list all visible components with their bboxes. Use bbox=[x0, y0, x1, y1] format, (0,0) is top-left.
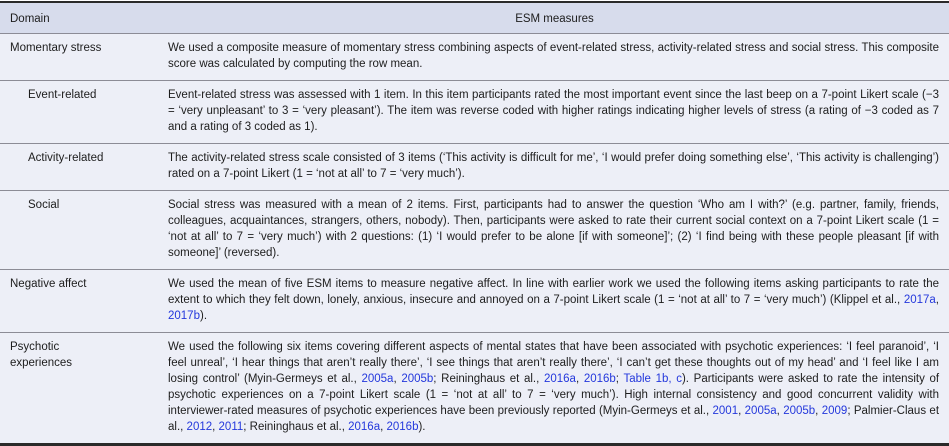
domain-cell bbox=[0, 81, 160, 143]
domain-cell bbox=[0, 34, 160, 80]
esm-measure-text: The activity-related stress scale consisted of 3 items (‘This activity is difficult for me’, ‘I would prefer doing something else’, ‘This activity is challenging’) rated on a 7-point Likert (1 = ‘not at all’ to 7 = ‘very much’). bbox=[168, 152, 939, 180]
esm-measure-cell bbox=[160, 81, 949, 143]
domain-label: Negative affect bbox=[10, 278, 87, 290]
citation-link[interactable]: 2009 bbox=[821, 405, 848, 417]
column-header-domain: Domain bbox=[10, 13, 50, 25]
table-body bbox=[0, 34, 949, 443]
citation-link[interactable]: 2005b bbox=[401, 373, 434, 385]
esm-measure-cell bbox=[160, 34, 949, 80]
citation-link[interactable]: Table 1b, c bbox=[623, 373, 682, 385]
citation-link[interactable]: 2005a bbox=[361, 373, 394, 385]
table-row bbox=[0, 270, 949, 333]
table-row bbox=[0, 34, 949, 81]
table-header-row bbox=[0, 3, 949, 34]
esm-measure-text: We used the following six items covering different aspects of mental states that have been associated with psychotic experiences: ‘I feel paranoid’, ‘I feel unreal’, ‘I hear things that aren’t really there’, ‘I see things that aren’t really there’, ‘I can’t get these thoughts out of my head’ and ‘I feel like I am losing control’ (Myin-Germeys et al., 2005a, 2005b; Reininghaus et al., 2016a, 2016b; Table 1b, c). Participants were asked to rate the intensity of psychotic experiences on a 7-point Likert scale (1 = ‘not at all’ to 7 = ‘very much’). High internal consistency and good concurrent validity with interviewer-rated measures of psychotic experiences have been previously reported (Myin-Germeys et al., 2001, 2005a, 2005b, 2009; Palmier-Claus et al., 2012, 2011; Reininghaus et al., 2016a, 2016b). bbox=[168, 341, 940, 433]
citation-link[interactable]: 2005b bbox=[783, 405, 816, 417]
citation-link[interactable]: 2001 bbox=[712, 405, 739, 417]
esm-measure-cell bbox=[160, 270, 949, 332]
citation-link[interactable]: 2012 bbox=[186, 421, 213, 433]
esm-measure-cell bbox=[160, 191, 949, 269]
esm-measure-text: We used the mean of five ESM items to measure negative affect. In line with earlier work we used the following items asking participants to rate the extent to which they felt down, lonely, anxious, insecure and annoyed on a 7-point Likert scale (1 = ‘not at all’ to 7 = ‘very much’) (Klippel et al., 2017a, 2017b). bbox=[168, 278, 939, 322]
esm-measure-text: Social stress was measured with a mean of 2 items. First, participants had to answer the question ‘Who am I with?’ (e.g. partner, family, friends, colleagues, acquaintances, strangers, others, nobody). Then, participants were asked to rate their current social context on a 7-point Likert scale (1 = ‘not at all’ to 7 = ‘very much’) with 2 questions: (1) ‘I would prefer to be alone [if with someone]’; (2) ‘I find being with these people pleasant [if with someone]’ (reversed). bbox=[168, 199, 939, 259]
citation-link[interactable]: 2005a bbox=[744, 405, 777, 417]
citation-link[interactable]: 2016b bbox=[386, 421, 419, 433]
column-header-esm-measures: ESM measures bbox=[515, 13, 594, 25]
table-row bbox=[0, 191, 949, 270]
citation-link[interactable]: 2011 bbox=[218, 421, 244, 433]
citation-link[interactable]: 2017b bbox=[168, 310, 200, 322]
table-row bbox=[0, 333, 949, 443]
esm-measure-text: Event-related stress was assessed with 1 item. In this item participants rated the most important event since the last beep on a 7-point Likert scale (−3 = ‘very unpleasant’ to 3 = ‘very pleasant’). The item was reverse coded with higher ratings indicating higher levels of stress (a rating of −3 coded as 7 and a rating of 3 coded as 1). bbox=[168, 89, 939, 133]
citation-link[interactable]: 2017a bbox=[903, 294, 936, 306]
domain-label: Event-related bbox=[28, 89, 97, 101]
domain-label: Momentary stress bbox=[10, 42, 102, 54]
domain-label: Social bbox=[28, 199, 60, 211]
citation-link[interactable]: 2016a bbox=[348, 421, 381, 433]
esm-measure-text: We used a composite measure of momentary stress combining aspects of event-related stress, activity-related stress and social stress. This composite score was calculated by computing the row mean. bbox=[168, 42, 939, 70]
citation-link[interactable]: 2016b bbox=[583, 373, 616, 385]
table-row bbox=[0, 144, 949, 191]
domain-label: Activity-related bbox=[28, 152, 104, 164]
table-row bbox=[0, 81, 949, 144]
domain-cell bbox=[0, 270, 160, 332]
citation-link[interactable]: 2016a bbox=[543, 373, 576, 385]
domain-label: Psychotic experiences bbox=[10, 341, 73, 369]
esm-measure-cell bbox=[160, 333, 949, 443]
esm-measure-cell bbox=[160, 144, 949, 190]
domain-cell bbox=[0, 144, 160, 190]
esm-measures-table bbox=[0, 1, 949, 446]
domain-cell bbox=[0, 191, 160, 269]
domain-cell bbox=[0, 333, 160, 443]
